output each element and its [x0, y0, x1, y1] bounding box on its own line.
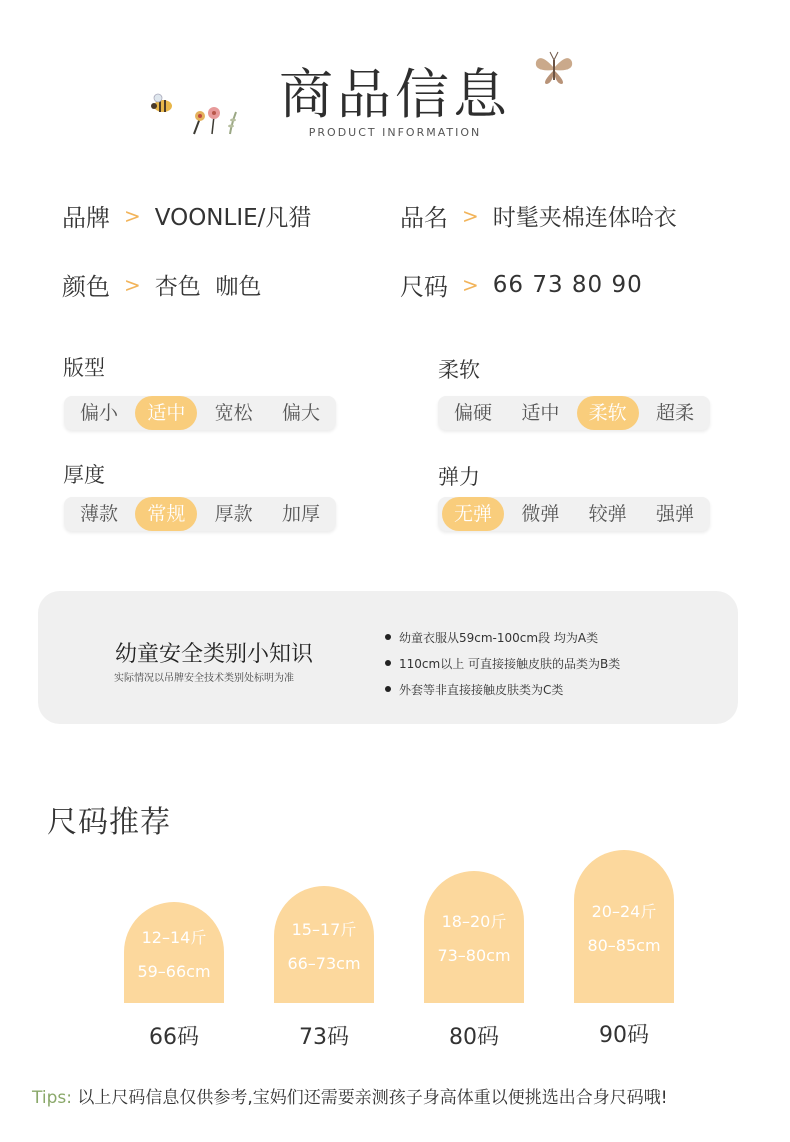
fit-option: 偏小: [80, 402, 119, 424]
size-label-66: 66码: [149, 1025, 199, 1050]
bullet-icon: [385, 660, 391, 666]
size-label-80: 80码: [449, 1025, 499, 1050]
softness-option-selected: 柔软: [577, 396, 639, 430]
size-weight: 15–17斤: [291, 919, 357, 939]
softness-option: 超柔: [655, 402, 694, 424]
chevron-right-icon: >: [462, 203, 479, 228]
size-height: 73–80cm: [437, 946, 511, 965]
thickness-option: 薄款: [80, 503, 119, 525]
thickness-option: 厚款: [214, 503, 253, 525]
color-value: 杏色 咖色: [154, 274, 262, 300]
size-card-90: [574, 850, 674, 1003]
safety-knowledge-title: 幼童安全类别小知识: [115, 642, 314, 667]
softness-option: 适中: [521, 402, 560, 424]
brand-label: 品牌: [62, 204, 110, 232]
size-card-66: [124, 902, 224, 1003]
size-weight: 20–24斤: [591, 901, 657, 921]
chevron-right-icon: >: [124, 272, 141, 297]
softness-selector: [438, 396, 710, 430]
thickness-label: 厚度: [63, 463, 105, 487]
safety-knowledge-subtitle: 实际情况以吊牌安全技术类别处标明为准: [114, 673, 294, 684]
elasticity-option: 强弹: [655, 503, 694, 525]
bullet-icon: [385, 686, 391, 692]
size-row: [400, 267, 643, 302]
brand-value: VOONLIE/凡猎: [154, 205, 312, 231]
size-recommend-title: 尺码推荐: [47, 805, 171, 840]
thickness-option-selected: 常规: [135, 497, 197, 531]
list-item-text: 110cm以上 可直接接触皮肤的品类为B类: [399, 656, 621, 671]
softness-option: 偏硬: [454, 402, 493, 424]
size-weight: 18–20斤: [441, 912, 507, 931]
thickness-selector: [64, 497, 336, 531]
bullet-icon: [385, 634, 391, 640]
elasticity-selector: [438, 497, 710, 531]
safety-knowledge-list: [385, 624, 620, 702]
list-item: [385, 650, 620, 676]
brand-row: [62, 198, 311, 233]
color-row: [62, 267, 261, 302]
elasticity-option: 微弹: [521, 503, 560, 525]
softness-label: 柔软: [438, 358, 480, 382]
chevron-right-icon: >: [124, 203, 141, 228]
page-title: 商品信息: [279, 63, 511, 126]
size-height: 80–85cm: [587, 935, 661, 955]
fit-option: 偏大: [281, 402, 320, 424]
size-card-80: [424, 871, 524, 1003]
fit-option: 宽松: [214, 402, 253, 424]
size-height: 66–73cm: [287, 953, 361, 973]
list-item-text: 幼童衣服从59cm-100cm段 均为A类: [399, 630, 599, 645]
size-height: 59–66cm: [137, 961, 211, 981]
fit-option-selected: 适中: [135, 396, 197, 430]
tips-text: 以上尺码信息仅供参考,宝妈们还需要亲测孩子身高体重以便挑选出合身尺码哦!: [77, 1088, 668, 1108]
name-row: [400, 198, 677, 233]
size-value: 66 73 80 90: [492, 271, 643, 298]
list-item-text: 外套等非直接接触皮肤类为C类: [399, 682, 564, 697]
fit-selector: [64, 396, 336, 430]
elasticity-option-selected: 无弹: [442, 497, 504, 531]
elasticity-option: 较弹: [588, 503, 627, 525]
color-label: 颜色: [62, 273, 110, 301]
size-label-73: 73码: [299, 1025, 349, 1050]
page-subtitle: PRODUCT INFORMATION: [308, 126, 482, 139]
tips-tag: Tips:: [32, 1088, 72, 1108]
elasticity-label: 弹力: [438, 465, 480, 489]
name-value: 时髦夹棉连体哈衣: [492, 205, 677, 231]
thickness-option: 加厚: [281, 503, 320, 525]
tips-note: [32, 1083, 668, 1108]
name-label: 品名: [400, 204, 448, 232]
list-item: [385, 624, 620, 650]
size-label: 尺码: [400, 273, 448, 301]
chevron-right-icon: >: [462, 272, 479, 297]
list-item: [385, 676, 620, 702]
size-card-73: [274, 886, 374, 1003]
size-label-90: 90码: [599, 1023, 649, 1048]
fit-label: 版型: [63, 356, 105, 380]
size-weight: 12–14斤: [141, 927, 207, 947]
